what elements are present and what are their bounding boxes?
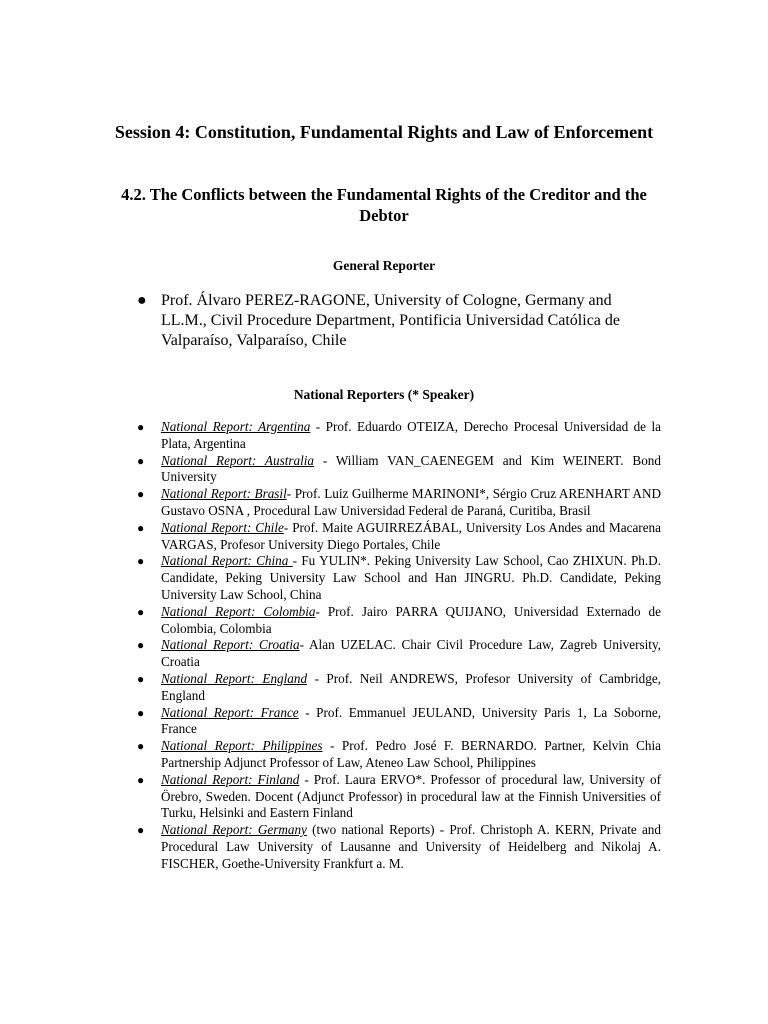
national-report-item bbox=[137, 637, 661, 671]
national-report-details: - William VAN_CAENEGEM and Kim WEINERT. Bond University bbox=[161, 452, 661, 485]
national-report-item bbox=[137, 553, 661, 603]
bullet-icon: ● bbox=[137, 739, 145, 754]
national-report-details: - Prof. Laura ERVO*. Professor of procedural law, University of Örebro, Sweden. Docent (Adjunct Professor) in procedural law at the Finnish Universities of Turku, Helsinki and Eastern Finland bbox=[161, 771, 661, 821]
national-report-label: National Report: Finland bbox=[161, 771, 300, 787]
bullet-icon: ● bbox=[137, 292, 147, 309]
national-report-label: National Report: China bbox=[161, 553, 293, 569]
national-report-text bbox=[161, 553, 661, 603]
national-report-label: National Report: Croatia bbox=[161, 637, 300, 653]
national-report-text bbox=[161, 705, 661, 739]
national-report-details: - Prof. Pedro José F. BERNARDO. Partner, Kelvin Chia Partnership Adjunct Professor of Law, Ateneo Law School, Philippines bbox=[161, 738, 661, 770]
national-report-label: National Report: Chile bbox=[161, 519, 284, 535]
national-report-details: - Prof. Neil ANDREWS, Profesor University of Cambridge, England bbox=[161, 670, 661, 703]
national-report-text bbox=[161, 772, 661, 822]
national-report-details: (two national Reports) - Prof. Christoph A. KERN, Private and Procedural Law University of Lausanne and University of Heidelberg and Nikolaj A. FISCHER, Goethe-University Frankfurt a. M. bbox=[161, 822, 661, 871]
national-report-item bbox=[137, 486, 661, 520]
national-report-item bbox=[137, 738, 661, 772]
session-subtitle: 4.2. The Conflicts between the Fundamental Rights of the Creditor and the Debtor bbox=[121, 185, 647, 225]
bullet-icon: ● bbox=[137, 520, 145, 535]
national-report-text bbox=[161, 486, 661, 520]
bullet-icon: ● bbox=[137, 604, 145, 619]
national-reporters-list bbox=[137, 419, 661, 873]
national-report-item bbox=[137, 453, 661, 487]
national-report-text bbox=[161, 637, 661, 671]
national-report-label: National Report: Australia bbox=[161, 452, 315, 468]
national-report-text bbox=[161, 822, 661, 872]
national-report-label: National Report: Colombia bbox=[161, 603, 316, 619]
national-report-text bbox=[161, 738, 661, 772]
national-report-label: National Report: England bbox=[161, 670, 308, 686]
national-report-details: - Prof. Maite AGUIRREZÁBAL, University Los Andes and Macarena VARGAS, Profesor University Diego Portales, Chile bbox=[161, 519, 661, 552]
bullet-icon: ● bbox=[137, 705, 145, 720]
national-report-details: - Prof. Emmanuel JEULAND, University Paris 1, La Soborne, France bbox=[161, 704, 661, 737]
bullet-icon: ● bbox=[137, 638, 145, 653]
bullet-icon: ● bbox=[137, 554, 145, 569]
national-report-details: - Prof. Jairo PARRA QUIJANO, Universidad Externado de Colombia, Colombia bbox=[161, 603, 661, 636]
bullet-icon: ● bbox=[137, 453, 145, 468]
bullet-icon: ● bbox=[137, 420, 145, 434]
session-title: Session 4: Constitution, Fundamental Rights and Law of Enforcement bbox=[114, 122, 654, 142]
national-report-item bbox=[137, 705, 661, 739]
national-report-text bbox=[161, 671, 661, 705]
bullet-icon: ● bbox=[137, 671, 145, 686]
national-report-item bbox=[137, 520, 661, 554]
national-report-text bbox=[161, 453, 661, 487]
national-reporters-heading: National Reporters (* Speaker) bbox=[293, 387, 475, 402]
national-report-item bbox=[137, 772, 661, 822]
bullet-icon: ● bbox=[137, 823, 145, 838]
national-report-item bbox=[137, 604, 661, 638]
national-report-details: - Fu YULIN*. Peking University Law School, Cao ZHIXUN. Ph.D. Candidate, Peking University Law School and Han JINGRU. Ph.D. Candidate, Peking University Law School, China bbox=[161, 553, 661, 602]
national-report-text bbox=[161, 419, 661, 453]
national-report-label: National Report: Philippines bbox=[161, 738, 323, 754]
general-reporter-item bbox=[137, 291, 677, 351]
general-reporter-text: Prof. Álvaro PEREZ-RAGONE, University of Cologne, Germany and LL.M., Civil Procedure Department, Pontificia Universidad Católica de Valparaíso, Valparaíso, Chile bbox=[161, 292, 620, 349]
national-report-text bbox=[161, 520, 661, 554]
national-report-item bbox=[137, 671, 661, 705]
national-report-details: - Prof. Luiz Guilherme MARINONI*, Sérgio Cruz ARENHART AND Gustavo OSNA , Procedural Law Universidad Federal de Paraná, Curitiba, Brasil bbox=[161, 486, 661, 518]
bullet-icon: ● bbox=[137, 772, 145, 787]
national-report-item bbox=[137, 822, 661, 872]
national-report-details: - Alan UZELAC. Chair Civil Procedure Law, Zagreb University, Croatia bbox=[161, 637, 661, 670]
national-report-label: National Report: Germany bbox=[161, 822, 307, 838]
general-reporter-heading: General Reporter bbox=[332, 258, 436, 273]
national-report-text bbox=[161, 604, 661, 638]
bullet-icon: ● bbox=[137, 487, 145, 502]
national-report-details: - Prof. Eduardo OTEIZA, Derecho Procesal Universidad de la Plata, Argentina bbox=[161, 419, 661, 451]
national-report-label: National Report: Brasil bbox=[161, 486, 287, 502]
national-report-item bbox=[137, 419, 661, 453]
national-report-label: National Report: France bbox=[161, 704, 299, 720]
national-report-label: National Report: Argentina bbox=[161, 419, 311, 434]
